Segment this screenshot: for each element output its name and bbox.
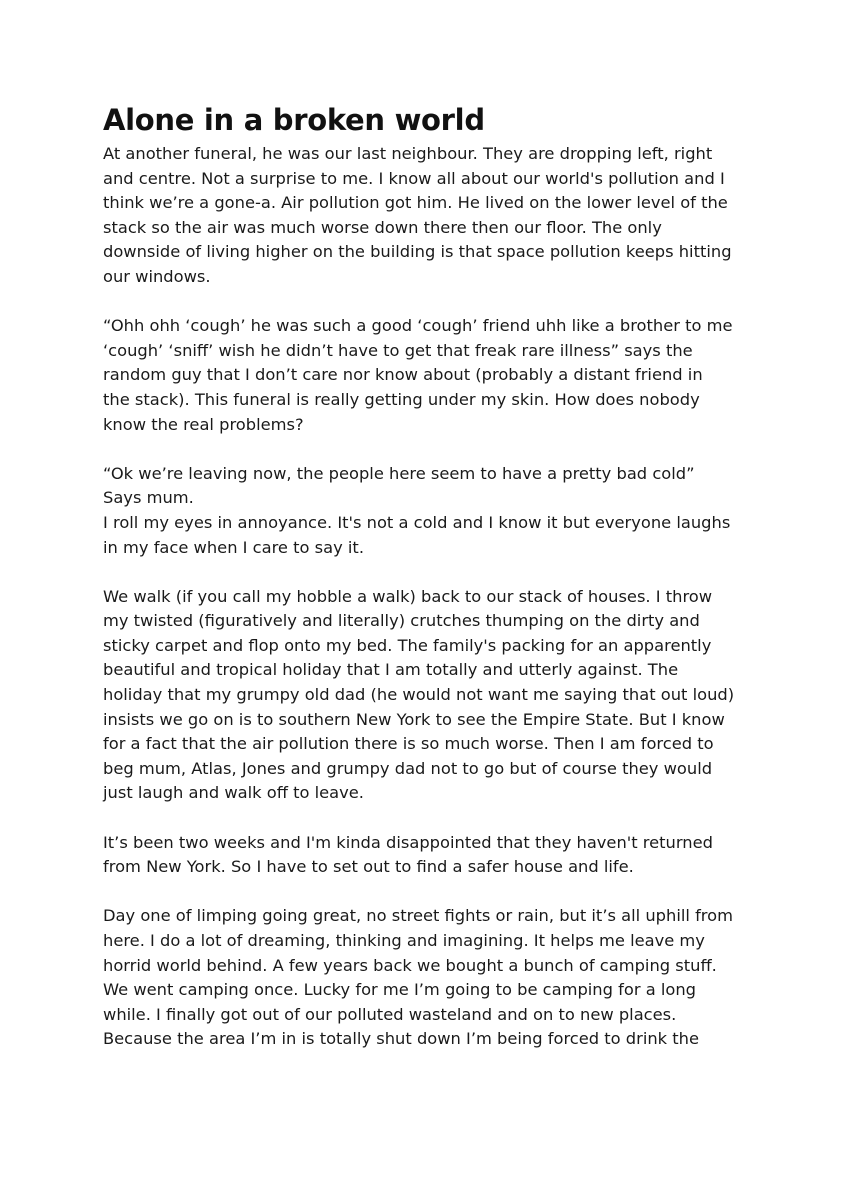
- paragraph-4: [103, 585, 753, 806]
- text-line: while. I finally got out of our polluted wasteland and on to new places.: [103, 1004, 677, 1024]
- text-line: in my face when I care to say it.: [103, 537, 364, 557]
- text-line: Because the area I’m in is totally shut down I’m being forced to drink the: [103, 1029, 699, 1049]
- text-line: our windows.: [103, 266, 211, 286]
- text-line: think we’re a gone-a. Air pollution got him. He lived on the lower level of the: [103, 193, 728, 213]
- text-line: random guy that I don’t care nor know about (probably a distant friend in: [103, 365, 703, 385]
- text-line: sticky carpet and flop onto my bed. The family's packing for an apparently: [103, 635, 712, 655]
- paragraph-6: [103, 904, 753, 1052]
- text-line: beautiful and tropical holiday that I am totally and utterly against. The: [103, 660, 679, 680]
- text-line: We went camping once. Lucky for me I’m going to be camping for a long: [103, 980, 696, 1000]
- text-line: I roll my eyes in annoyance. It's not a cold and I know it but everyone laughs: [103, 512, 731, 532]
- text-line: just laugh and walk off to leave.: [103, 783, 364, 803]
- text-line: It’s been two weeks and I'm kinda disappointed that they haven't returned: [103, 832, 713, 852]
- paragraph-5: [103, 831, 753, 880]
- text-line: Says mum.: [103, 488, 194, 508]
- text-line: my twisted (figuratively and literally) crutches thumping on the dirty and: [103, 611, 700, 631]
- text-line: We walk (if you call my hobble a walk) back to our stack of houses. I throw: [103, 586, 713, 606]
- paragraph-1: [103, 142, 753, 290]
- text-line: holiday that my grumpy old dad (he would not want me saying that out loud): [103, 685, 735, 705]
- text-line: know the real problems?: [103, 414, 304, 434]
- story-title: Alone in a broken world: [103, 103, 485, 137]
- text-line: Day one of limping going great, no street fights or rain, but it’s all uphill from: [103, 906, 733, 926]
- text-line: stack so the air was much worse down there then our floor. The only: [103, 217, 662, 237]
- text-line: “Ok we’re leaving now, the people here seem to have a pretty bad cold”: [103, 463, 695, 483]
- text-line: beg mum, Atlas, Jones and grumpy dad not to go but of course they would: [103, 758, 713, 778]
- text-line: from New York. So I have to set out to find a safer house and life.: [103, 857, 634, 877]
- text-line: “Ohh ohh ‘cough’ he was such a good ‘cough’ friend uhh like a brother to me: [103, 316, 733, 336]
- document-page: [103, 100, 753, 1077]
- paragraph-3: [103, 462, 753, 560]
- text-line: the stack). This funeral is really getting under my skin. How does nobody: [103, 389, 700, 409]
- text-line: and centre. Not a surprise to me. I know all about our world's pollution and I: [103, 168, 725, 188]
- text-line: horrid world behind. A few years back we bought a bunch of camping stuff.: [103, 955, 717, 975]
- text-line: ‘cough’ ‘sniff’ wish he didn’t have to get that freak rare illness” says the: [103, 340, 693, 360]
- paragraph-2: [103, 314, 753, 437]
- text-line: At another funeral, he was our last neighbour. They are dropping left, right: [103, 144, 713, 163]
- text-line: insists we go on is to southern New York to see the Empire State. But I know: [103, 709, 725, 729]
- text-line: for a fact that the air pollution there is so much worse. Then I am forced to: [103, 734, 714, 754]
- text-line: downside of living higher on the building is that space pollution keeps hitting: [103, 242, 732, 262]
- text-line: here. I do a lot of dreaming, thinking and imagining. It helps me leave my: [103, 931, 705, 950]
